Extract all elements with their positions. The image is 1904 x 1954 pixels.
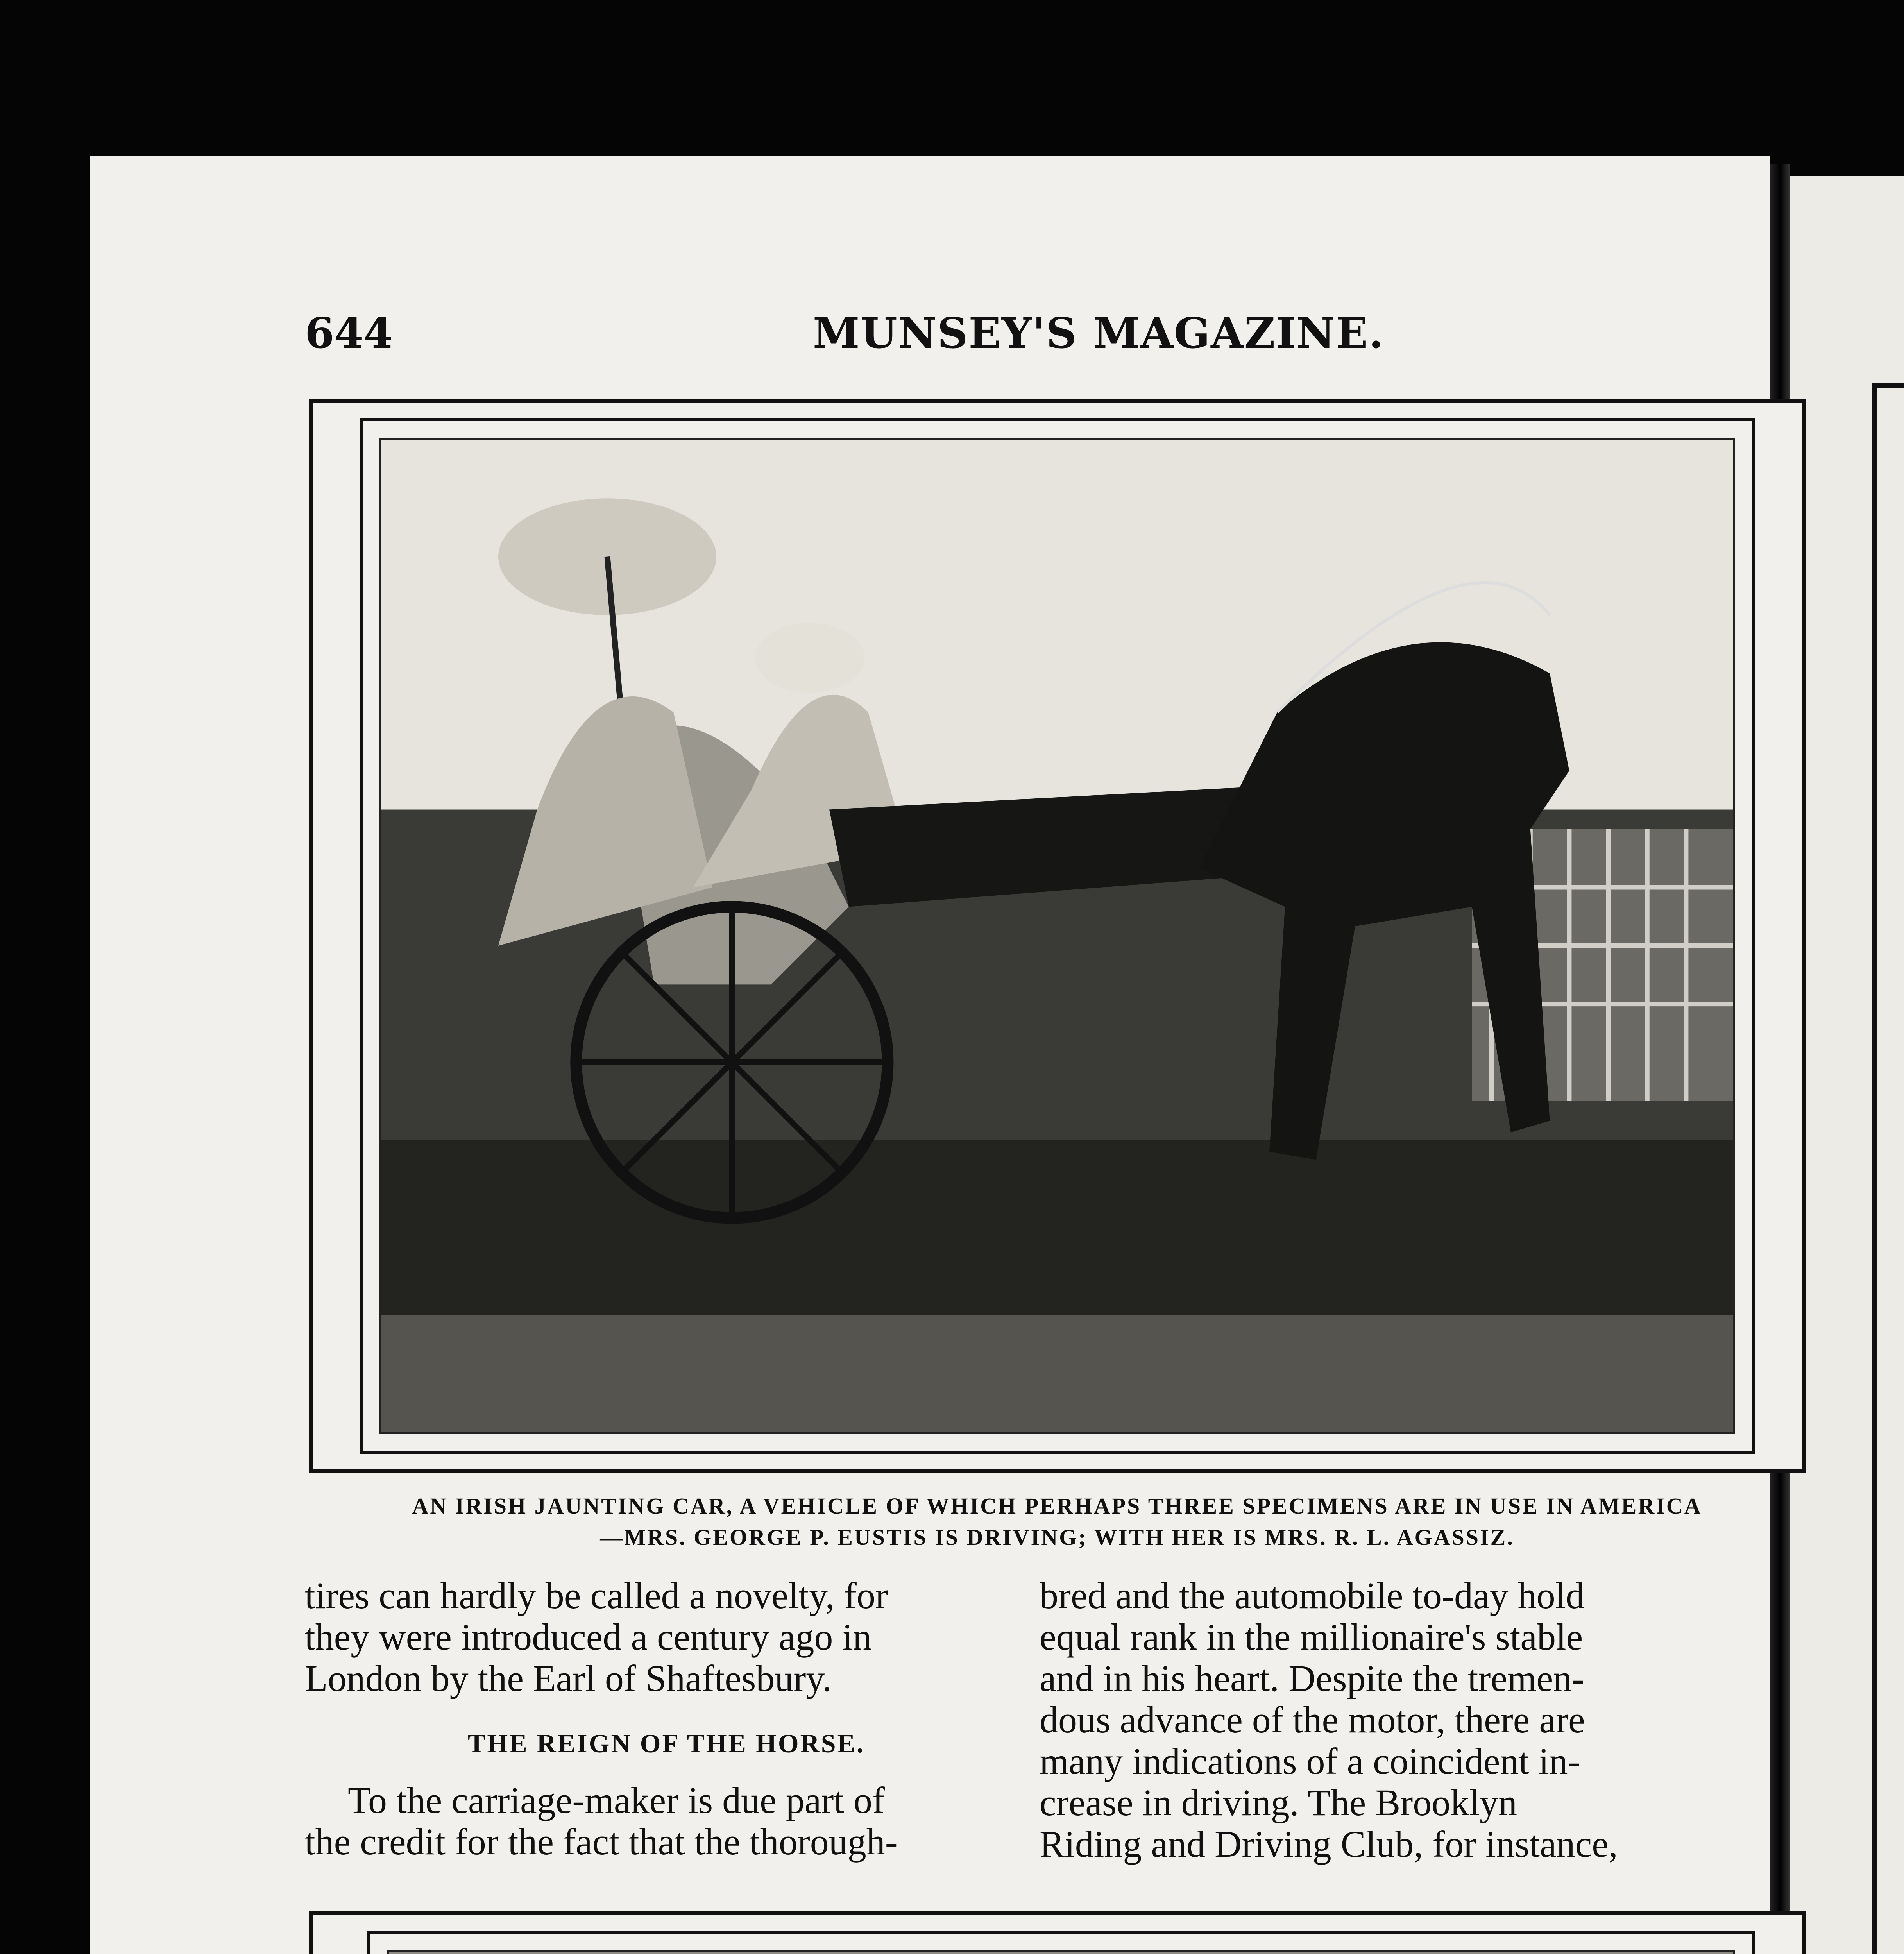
body-line: dous advance of the motor, there are xyxy=(1040,1699,1585,1741)
body-line: and in his heart. Despite the tremen- xyxy=(1040,1657,1585,1699)
body-line: Riding and Driving Club, for instance, xyxy=(1040,1823,1618,1865)
trotting-sulky-photo xyxy=(387,1950,1735,1954)
body-line: crease in driving. The Brooklyn xyxy=(1040,1782,1517,1823)
page-number: 644 xyxy=(305,309,393,358)
top-figure-caption-line-1: AN IRISH JAUNTING CAR, A VEHICLE OF WHICH PERHAPS THREE SPECIMENS ARE IN USE IN AMERICA xyxy=(412,1493,1702,1519)
section-heading: THE REIGN OF THE HORSE. xyxy=(468,1729,865,1758)
jaunting-car-photo xyxy=(379,438,1735,1434)
body-line: they were introduced a century ago in xyxy=(305,1616,872,1658)
bottom-figure-frame xyxy=(309,1911,1806,1954)
top-figure-caption-line-2: —MRS. GEORGE P. EUSTIS IS DRIVING; WITH HER IS MRS. R. L. AGASSIZ. xyxy=(600,1525,1514,1550)
body-line: equal rank in the millionaire's stable xyxy=(1040,1616,1583,1658)
left-text-column xyxy=(305,1575,1028,1863)
body-line: To the carriage-maker is due part of xyxy=(348,1779,885,1821)
right-text-column xyxy=(1040,1575,1782,1865)
trotting-sulky-illustration xyxy=(389,1952,1733,1954)
adjacent-page-edge xyxy=(1790,176,1904,1954)
body-line: London by the Earl of Shaftesbury. xyxy=(305,1657,832,1699)
jaunting-car-illustration xyxy=(381,440,1733,1432)
adjacent-page-frame-rule xyxy=(1872,383,1877,1954)
body-line: many indications of a coincident in- xyxy=(1040,1740,1580,1782)
adjacent-page-frame-rule-top xyxy=(1872,383,1904,388)
page-header xyxy=(90,309,1770,387)
top-figure-frame xyxy=(309,399,1806,1473)
body-line: tires can hardly be called a novelty, for xyxy=(305,1575,888,1616)
page-content xyxy=(90,156,1770,1954)
body-line: the credit for the fact that the thorough- xyxy=(305,1821,898,1863)
body-line: bred and the automobile to-day hold xyxy=(1040,1575,1585,1616)
running-title: MUNSEY'S MAGAZINE. xyxy=(813,309,1384,358)
